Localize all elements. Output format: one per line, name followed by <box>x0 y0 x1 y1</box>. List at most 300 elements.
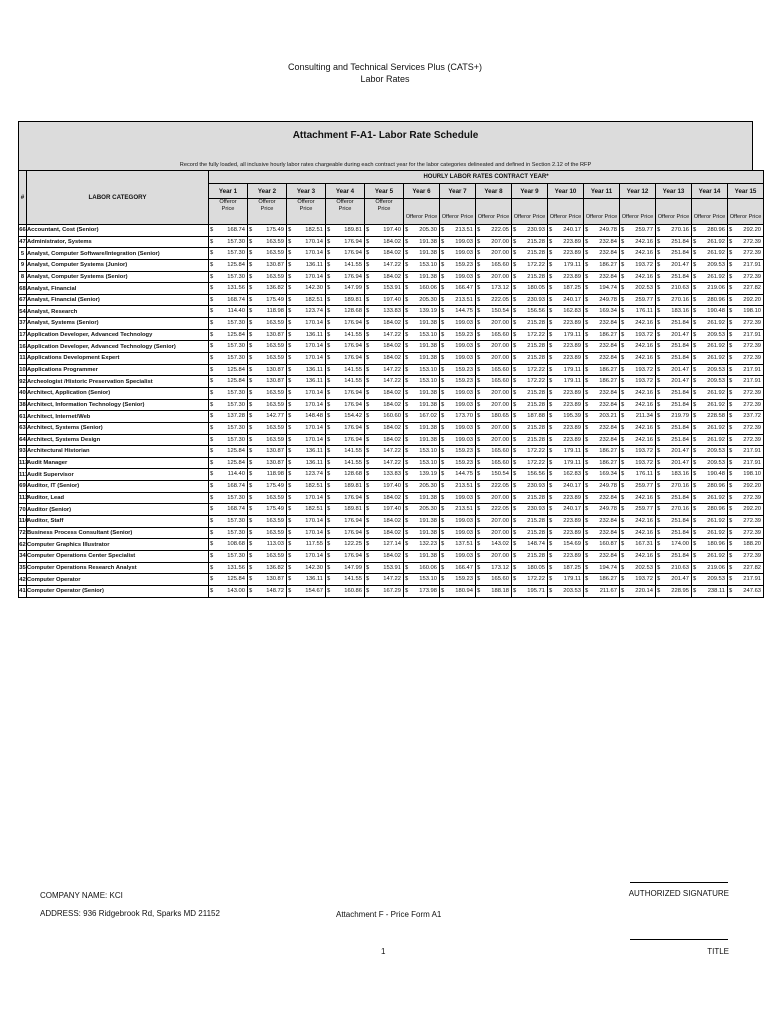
rate-cell <box>326 271 365 283</box>
rate-value: 157.30 <box>227 320 245 327</box>
rate-value: 170.14 <box>305 273 323 280</box>
rate-cell <box>512 225 548 237</box>
rate-value: 191.38 <box>419 273 437 280</box>
rate-value: 163.59 <box>266 401 284 408</box>
rate-cell <box>692 306 728 318</box>
rate-cell <box>512 562 548 574</box>
rate-cell <box>365 248 404 260</box>
rate-cell <box>326 399 365 411</box>
currency-sign: $ <box>366 424 370 431</box>
rate-cell <box>656 504 692 516</box>
rate-value: 167.31 <box>635 541 653 548</box>
rate-cell <box>584 283 620 295</box>
rate-value: 170.14 <box>305 494 323 501</box>
currency-sign: $ <box>249 518 253 525</box>
row-number: 69 <box>19 481 27 493</box>
rate-cell <box>548 469 584 481</box>
currency-sign: $ <box>405 541 409 548</box>
rate-value: 142.30 <box>305 285 323 292</box>
currency-sign: $ <box>729 320 733 327</box>
currency-sign: $ <box>210 576 214 583</box>
table-row <box>19 259 764 271</box>
rate-cell <box>620 422 656 434</box>
currency-sign: $ <box>729 529 733 536</box>
rate-value: 176.94 <box>344 320 362 327</box>
rate-value: 209.53 <box>707 459 725 466</box>
header-line-1: Consulting and Technical Services Plus (CATS+) <box>287 62 482 72</box>
currency-sign: $ <box>327 250 331 257</box>
currency-sign: $ <box>729 238 733 245</box>
currency-sign: $ <box>585 413 589 420</box>
rate-value: 223.89 <box>563 389 581 396</box>
rate-cell <box>620 353 656 365</box>
currency-sign: $ <box>729 261 733 268</box>
rate-cell <box>209 469 248 481</box>
currency-sign: $ <box>657 331 661 338</box>
rate-cell <box>326 539 365 551</box>
currency-sign: $ <box>210 355 214 362</box>
rate-value: 207.00 <box>491 320 509 327</box>
rate-value: 141.55 <box>344 261 362 268</box>
row-category: Analyst, Computer Systems (Senior) <box>27 271 209 283</box>
rate-cell <box>548 550 584 562</box>
currency-sign: $ <box>288 331 292 338</box>
currency-sign: $ <box>327 587 331 594</box>
rate-value: 147.22 <box>383 366 401 373</box>
rate-cell <box>548 341 584 353</box>
rate-cell <box>209 446 248 458</box>
rate-value: 170.14 <box>305 238 323 245</box>
currency-sign: $ <box>729 273 733 280</box>
currency-sign: $ <box>366 494 370 501</box>
rate-cell <box>728 434 764 446</box>
currency-sign: $ <box>549 576 553 583</box>
currency-sign: $ <box>249 227 253 233</box>
currency-sign: $ <box>477 576 481 583</box>
rate-value: 199.03 <box>455 494 473 501</box>
rate-value: 163.59 <box>266 238 284 245</box>
rate-cell <box>287 341 326 353</box>
rate-value: 261.92 <box>707 436 725 443</box>
rate-value: 232.84 <box>599 320 617 327</box>
rate-value: 132.23 <box>419 541 437 548</box>
currency-sign: $ <box>621 459 625 466</box>
currency-sign: $ <box>621 529 625 536</box>
rate-cell <box>476 574 512 586</box>
currency-sign: $ <box>585 471 589 478</box>
rate-cell <box>656 341 692 353</box>
currency-sign: $ <box>585 552 589 559</box>
currency-sign: $ <box>210 378 214 385</box>
rate-value: 143.02 <box>491 541 509 548</box>
rate-cell <box>209 574 248 586</box>
currency-sign: $ <box>693 238 697 245</box>
rate-cell <box>287 329 326 341</box>
rate-value: 130.87 <box>266 378 284 385</box>
rate-cell <box>287 562 326 574</box>
rate-value: 183.16 <box>671 308 689 315</box>
rate-value: 131.56 <box>227 285 245 292</box>
currency-sign: $ <box>585 424 589 431</box>
currency-sign: $ <box>585 273 589 280</box>
rate-value: 222.05 <box>491 506 509 513</box>
currency-sign: $ <box>729 389 733 396</box>
currency-sign: $ <box>366 587 370 594</box>
currency-sign: $ <box>249 261 253 268</box>
currency-sign: $ <box>366 308 370 315</box>
row-category: Architect, Systems (Senior) <box>27 422 209 434</box>
table-row <box>19 376 764 388</box>
currency-sign: $ <box>288 413 292 420</box>
rate-value: 215.28 <box>527 355 545 362</box>
currency-sign: $ <box>366 401 370 408</box>
currency-sign: $ <box>327 518 331 525</box>
currency-sign: $ <box>288 552 292 559</box>
rate-value: 280.96 <box>707 296 725 303</box>
rate-cell <box>476 527 512 539</box>
currency-sign: $ <box>585 518 589 525</box>
rate-value: 199.03 <box>455 389 473 396</box>
currency-sign: $ <box>693 308 697 315</box>
currency-sign: $ <box>585 506 589 513</box>
rate-value: 141.55 <box>344 448 362 455</box>
rate-value: 136.11 <box>305 576 323 583</box>
currency-sign: $ <box>585 238 589 245</box>
rate-value: 147.22 <box>383 459 401 466</box>
row-number: 41 <box>19 585 27 597</box>
rate-value: 207.00 <box>491 529 509 536</box>
currency-sign: $ <box>693 389 697 396</box>
rate-value: 184.02 <box>383 552 401 559</box>
rate-value: 211.67 <box>599 587 617 594</box>
currency-sign: $ <box>288 366 292 373</box>
rate-value: 136.82 <box>266 564 284 571</box>
rate-cell <box>728 422 764 434</box>
rate-value: 270.16 <box>671 227 689 233</box>
rate-cell <box>209 271 248 283</box>
currency-sign: $ <box>366 273 370 280</box>
rate-value: 191.38 <box>419 389 437 396</box>
rate-value: 128.68 <box>344 308 362 315</box>
row-category: Auditor (Senior) <box>27 504 209 516</box>
rate-cell <box>656 399 692 411</box>
rate-cell <box>476 422 512 434</box>
currency-sign: $ <box>513 494 517 501</box>
rate-cell <box>476 248 512 260</box>
currency-sign: $ <box>405 343 409 350</box>
rate-cell <box>656 259 692 271</box>
rate-cell <box>365 306 404 318</box>
rate-value: 201.47 <box>671 459 689 466</box>
rate-cell <box>326 306 365 318</box>
rate-cell <box>209 516 248 528</box>
currency-sign: $ <box>513 483 517 490</box>
rate-cell <box>209 248 248 260</box>
currency-sign: $ <box>513 238 517 245</box>
rate-value: 176.94 <box>344 238 362 245</box>
rate-cell <box>512 318 548 330</box>
rate-cell <box>476 457 512 469</box>
rate-value: 219.06 <box>707 564 725 571</box>
rate-cell <box>404 294 440 306</box>
rate-cell <box>512 283 548 295</box>
col-header-year: Year 9 <box>512 184 548 199</box>
rate-value: 217.91 <box>743 261 762 268</box>
currency-sign: $ <box>366 378 370 385</box>
rate-value: 165.60 <box>491 448 509 455</box>
rate-value: 184.02 <box>383 355 401 362</box>
rate-cell <box>656 353 692 365</box>
rate-cell <box>404 225 440 237</box>
rate-value: 157.30 <box>227 518 245 525</box>
currency-sign: $ <box>327 529 331 536</box>
rate-value: 259.77 <box>635 506 653 513</box>
rate-cell <box>692 574 728 586</box>
rate-value: 153.10 <box>419 378 437 385</box>
rate-value: 186.27 <box>599 459 617 466</box>
rate-cell <box>440 411 476 423</box>
rate-cell <box>692 422 728 434</box>
rate-value: 199.03 <box>455 355 473 362</box>
currency-sign: $ <box>405 250 409 257</box>
rate-cell <box>440 516 476 528</box>
currency-sign: $ <box>657 285 661 292</box>
rate-value: 172.22 <box>527 378 545 385</box>
rate-value: 176.94 <box>344 389 362 396</box>
table-row <box>19 271 764 283</box>
currency-sign: $ <box>729 576 733 583</box>
currency-sign: $ <box>585 261 589 268</box>
rate-cell <box>326 469 365 481</box>
rate-value: 230.93 <box>527 296 545 303</box>
rate-value: 249.78 <box>599 483 617 490</box>
currency-sign: $ <box>210 529 214 536</box>
rate-value: 223.89 <box>563 401 581 408</box>
rate-cell <box>476 481 512 493</box>
currency-sign: $ <box>441 518 445 525</box>
currency-sign: $ <box>441 343 445 350</box>
currency-sign: $ <box>327 459 331 466</box>
rate-cell <box>326 294 365 306</box>
rate-value: 201.47 <box>671 331 689 338</box>
rate-cell <box>548 516 584 528</box>
currency-sign: $ <box>657 494 661 501</box>
rate-cell <box>209 387 248 399</box>
rate-value: 179.11 <box>563 261 581 268</box>
rate-cell <box>476 353 512 365</box>
rate-value: 153.10 <box>419 576 437 583</box>
rate-value: 292.20 <box>743 483 762 490</box>
rate-cell <box>209 457 248 469</box>
rate-cell <box>326 283 365 295</box>
currency-sign: $ <box>513 471 517 478</box>
rate-cell <box>584 562 620 574</box>
rate-value: 251.84 <box>671 436 689 443</box>
rate-cell <box>728 248 764 260</box>
rate-cell <box>656 294 692 306</box>
currency-sign: $ <box>477 424 481 431</box>
rate-cell <box>692 585 728 597</box>
currency-sign: $ <box>585 564 589 571</box>
rate-cell <box>248 306 287 318</box>
rate-cell <box>287 446 326 458</box>
rate-value: 261.92 <box>707 401 725 408</box>
rate-value: 176.94 <box>344 273 362 280</box>
currency-sign: $ <box>366 413 370 420</box>
currency-sign: $ <box>693 424 697 431</box>
rate-value: 130.87 <box>266 448 284 455</box>
table-row <box>19 585 764 597</box>
currency-sign: $ <box>657 506 661 513</box>
currency-sign: $ <box>405 238 409 245</box>
currency-sign: $ <box>585 494 589 501</box>
rate-value: 251.84 <box>671 389 689 396</box>
rate-value: 232.84 <box>599 389 617 396</box>
currency-sign: $ <box>210 471 214 478</box>
currency-sign: $ <box>441 541 445 548</box>
col-header-year: Year 10 <box>548 184 584 199</box>
rate-cell <box>548 283 584 295</box>
currency-sign: $ <box>327 413 331 420</box>
currency-sign: $ <box>693 564 697 571</box>
signature-line[interactable] <box>630 882 728 883</box>
currency-sign: $ <box>513 518 517 525</box>
currency-sign: $ <box>288 308 292 315</box>
rate-value: 240.17 <box>563 483 581 490</box>
currency-sign: $ <box>549 587 553 594</box>
currency-sign: $ <box>477 296 481 303</box>
rate-cell <box>326 434 365 446</box>
rate-cell <box>440 364 476 376</box>
currency-sign: $ <box>549 436 553 443</box>
rate-cell <box>248 539 287 551</box>
rate-value: 157.30 <box>227 355 245 362</box>
signature-label: AUTHORIZED SIGNATURE <box>628 889 729 898</box>
rate-value: 184.02 <box>383 529 401 536</box>
rate-value: 232.84 <box>599 250 617 257</box>
currency-sign: $ <box>210 401 214 408</box>
currency-sign: $ <box>405 320 409 327</box>
rate-cell <box>287 259 326 271</box>
currency-sign: $ <box>366 483 370 490</box>
rate-value: 160.87 <box>599 541 617 548</box>
rate-cell <box>476 504 512 516</box>
row-number: 64 <box>19 434 27 446</box>
rate-value: 292.20 <box>743 506 762 513</box>
rate-cell <box>476 259 512 271</box>
rate-cell <box>209 585 248 597</box>
currency-sign: $ <box>729 518 733 525</box>
rate-cell <box>326 504 365 516</box>
rate-cell <box>248 376 287 388</box>
rate-cell <box>728 492 764 504</box>
rate-value: 261.92 <box>707 424 725 431</box>
table-row <box>19 469 764 481</box>
currency-sign: $ <box>477 483 481 490</box>
header-line-2: Labor Rates <box>360 74 410 84</box>
rate-cell <box>728 259 764 271</box>
rate-cell <box>728 271 764 283</box>
rate-cell <box>476 434 512 446</box>
rate-cell <box>248 294 287 306</box>
rate-cell <box>365 329 404 341</box>
rate-value: 251.84 <box>671 552 689 559</box>
currency-sign: $ <box>327 389 331 396</box>
rate-cell <box>692 376 728 388</box>
rate-cell <box>656 422 692 434</box>
currency-sign: $ <box>513 448 517 455</box>
rate-value: 272.39 <box>743 389 762 396</box>
rate-cell <box>365 283 404 295</box>
rate-cell <box>548 399 584 411</box>
rate-value: 261.92 <box>707 250 725 257</box>
table-row <box>19 341 764 353</box>
currency-sign: $ <box>693 378 697 385</box>
currency-sign: $ <box>477 366 481 373</box>
currency-sign: $ <box>210 389 214 396</box>
rate-value: 213.51 <box>455 506 473 513</box>
rate-value: 170.14 <box>305 355 323 362</box>
col-header-year: Year 5 <box>365 184 404 199</box>
rate-value: 223.89 <box>563 343 581 350</box>
col-header-year: Year 1 <box>209 184 248 199</box>
rate-cell <box>476 283 512 295</box>
rate-value: 249.78 <box>599 506 617 513</box>
rate-value: 251.84 <box>671 238 689 245</box>
rate-value: 199.03 <box>455 552 473 559</box>
rate-cell <box>584 259 620 271</box>
rate-cell <box>404 422 440 434</box>
rate-value: 130.87 <box>266 331 284 338</box>
title-line[interactable] <box>630 939 728 940</box>
rate-value: 213.51 <box>455 483 473 490</box>
currency-sign: $ <box>657 448 661 455</box>
rate-value: 280.96 <box>707 483 725 490</box>
currency-sign: $ <box>441 494 445 501</box>
rate-cell <box>692 399 728 411</box>
rate-value: 247.63 <box>743 587 762 594</box>
currency-sign: $ <box>477 448 481 455</box>
rate-value: 165.60 <box>491 378 509 385</box>
currency-sign: $ <box>585 331 589 338</box>
currency-sign: $ <box>513 285 517 292</box>
rate-value: 163.59 <box>266 436 284 443</box>
currency-sign: $ <box>405 413 409 420</box>
rate-value: 176.94 <box>344 401 362 408</box>
rate-value: 220.14 <box>635 587 653 594</box>
rate-cell <box>209 550 248 562</box>
rate-value: 122.25 <box>344 541 362 548</box>
rate-value: 193.72 <box>635 459 653 466</box>
rate-cell <box>692 259 728 271</box>
rate-cell <box>287 527 326 539</box>
rate-cell <box>440 422 476 434</box>
currency-sign: $ <box>549 459 553 466</box>
currency-sign: $ <box>621 494 625 501</box>
rate-value: 176.94 <box>344 518 362 525</box>
currency-sign: $ <box>327 320 331 327</box>
currency-sign: $ <box>366 552 370 559</box>
rate-cell <box>287 306 326 318</box>
rate-cell <box>548 585 584 597</box>
rate-value: 191.38 <box>419 494 437 501</box>
rate-cell <box>209 294 248 306</box>
rate-value: 176.11 <box>635 308 653 315</box>
rate-value: 191.38 <box>419 343 437 350</box>
rate-value: 186.27 <box>599 331 617 338</box>
rate-value: 191.38 <box>419 424 437 431</box>
currency-sign: $ <box>513 564 517 571</box>
